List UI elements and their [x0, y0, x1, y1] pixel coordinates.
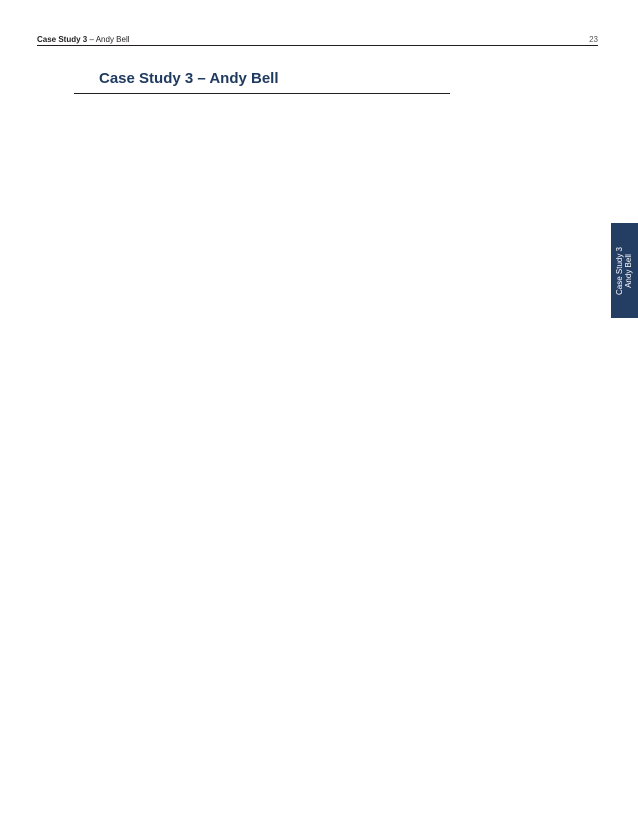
side-tab [611, 223, 638, 318]
header-rule [37, 45, 598, 46]
title-rule [74, 93, 450, 94]
page-title: Case Study 3 – Andy Bell [99, 70, 279, 87]
running-header-label [37, 35, 130, 44]
side-tab-line2: Andy Bell [624, 253, 634, 288]
page-number: 23 [589, 35, 598, 44]
side-tab-line1: Case Study 3 [615, 246, 625, 295]
side-tab-text [616, 246, 634, 294]
running-header-rest: – Andy Bell [87, 35, 130, 44]
running-header-bold: Case Study 3 [37, 35, 88, 44]
